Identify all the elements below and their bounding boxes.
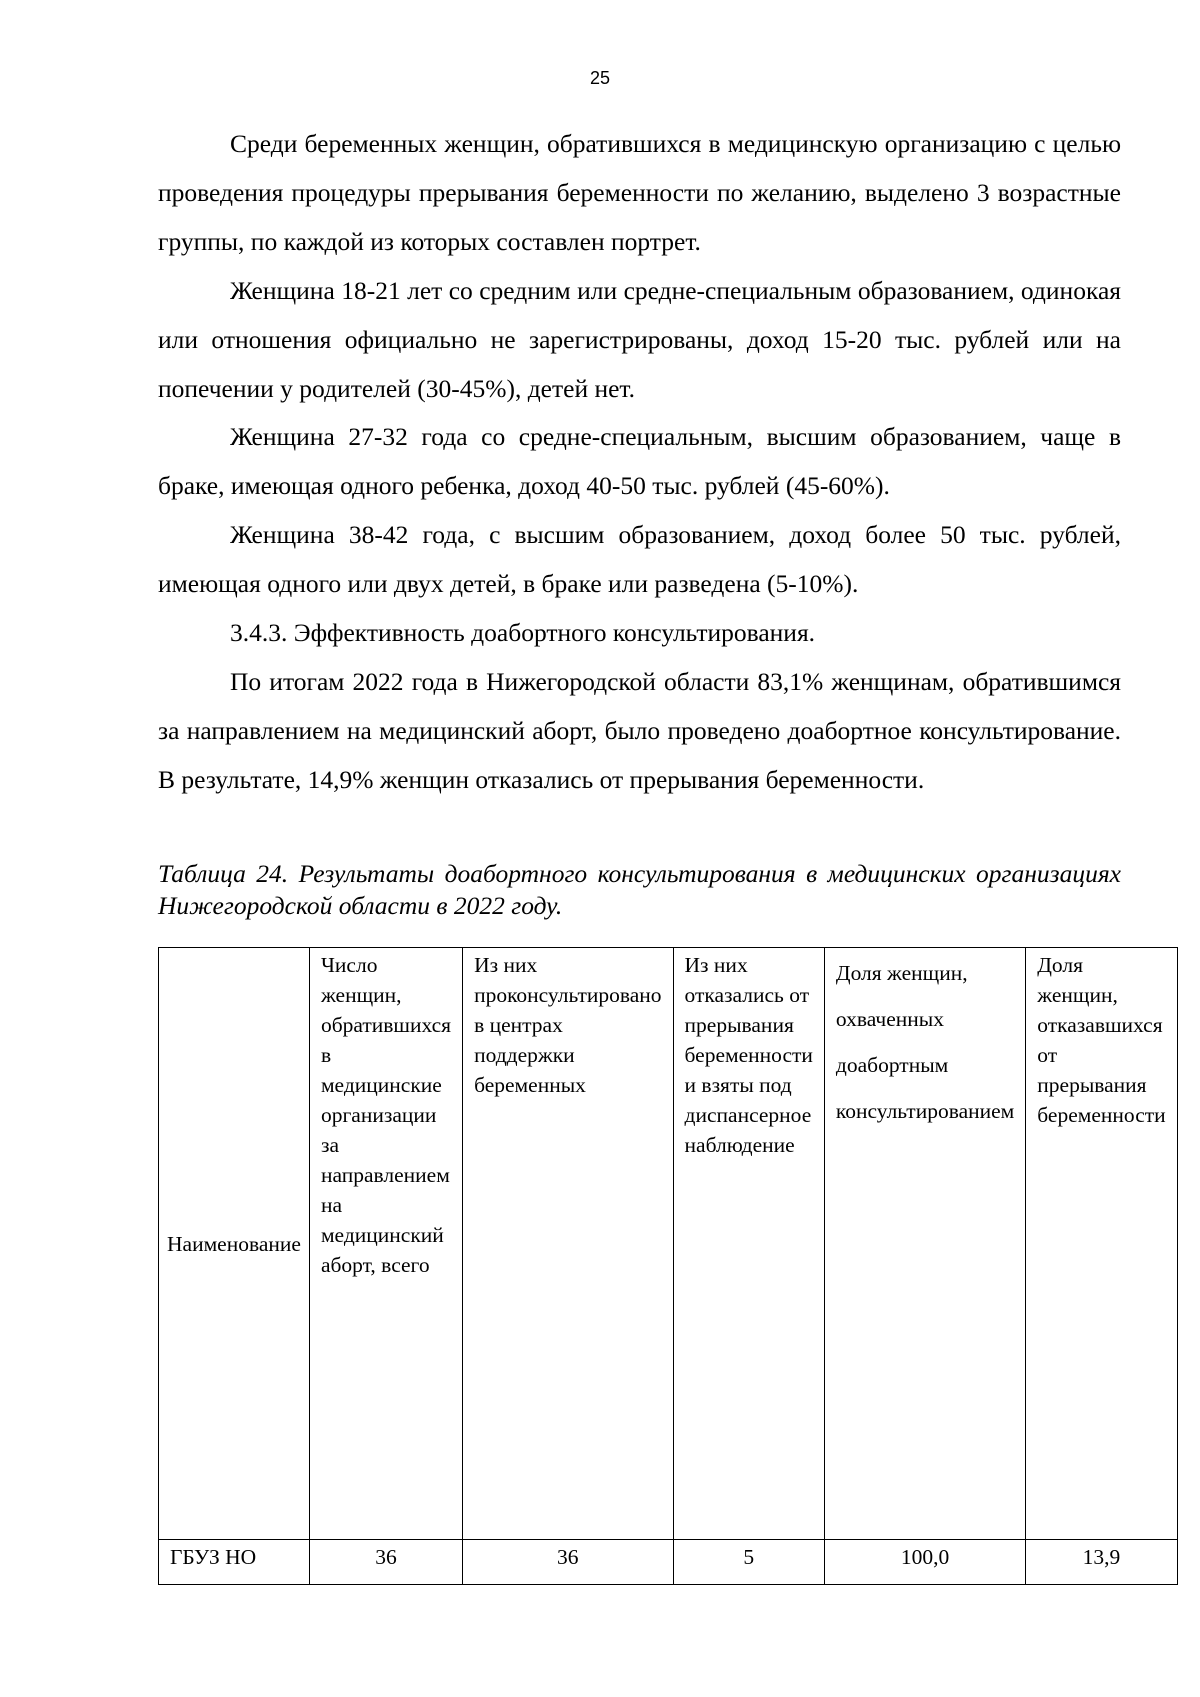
cell-name: ГБУЗ НО [159, 1540, 310, 1585]
header-share-covered [824, 948, 1025, 1540]
header-total [309, 948, 462, 1540]
page-number: 25 [589, 68, 611, 88]
paragraph-intro: Среди беременных женщин, обратившихся в медицинскую организацию с целью проведения процедуры прерывания беременности по желанию, выделено 3 возрастные группы, по каждой из которых составлен портрет. [158, 129, 1121, 256]
header-consulted-text: Из них проконсультировано в центрах поддержки беременных [474, 953, 662, 1097]
header-consulted [463, 948, 673, 1540]
section-heading: 3.4.3. Эффективность доабортного консультирования. [230, 618, 816, 648]
cell-share-refused: 13,9 [1026, 1540, 1177, 1585]
paragraph-group-18-21: Женщина 18-21 лет со средним или средне-специальным образованием, одинокая или отношения официально не зарегистрированы, доход 15-20 тыс. рублей или на попечении у родителей (30-45%), детей нет. [158, 275, 1121, 403]
table-caption: Таблица 24. Результаты доабортного консультирования в медицинских организациях Нижегородской области в 2022 году. [158, 859, 1121, 920]
header-name: Наименование [159, 948, 310, 1540]
cell-refused: 5 [673, 1540, 824, 1585]
paragraph-group-27-32: Женщина 27-32 года со средне-специальным, высшим образованием, чаще в браке, имеющая одного ребенка, доход 40-50 тыс. рублей (45-60%). [158, 422, 1121, 501]
cell-consulted: 36 [463, 1540, 673, 1585]
paragraph-results: По итогам 2022 года в Нижегородской области 83,1% женщинам, обратившимся за направлением на медицинский аборт, было проведено доабортное консультирование. В результате, 14,9% женщин отказались от прерывания беременности. [158, 666, 1121, 794]
body-text [158, 120, 1121, 805]
cell-share-covered: 100,0 [824, 1540, 1025, 1585]
table-header-row [159, 948, 1178, 1540]
paragraph-group-38-42: Женщина 38-42 года, с высшим образованием, доход более 50 тыс. рублей, имеющая одного или двух детей, в браке или разведена (5-10%). [158, 520, 1121, 599]
header-total-text: Число женщин, обратившихся в медицинские организации за направлением на медицинский аборт, всего [320, 953, 452, 1277]
header-share-refused-text: Доля женщин, отказавшихся от прерывания беременности [1037, 953, 1166, 1127]
results-table [158, 947, 1178, 1585]
header-refused [673, 948, 824, 1540]
header-share-covered-text: Доля женщин, охваченных доабортным консультированием [835, 961, 1015, 1123]
table-row [159, 1540, 1178, 1585]
header-refused-text: Из них отказались от прерывания беременности и взяты под диспансерное наблюдение [684, 953, 813, 1157]
header-share-refused [1026, 948, 1177, 1540]
cell-total: 36 [309, 1540, 462, 1585]
